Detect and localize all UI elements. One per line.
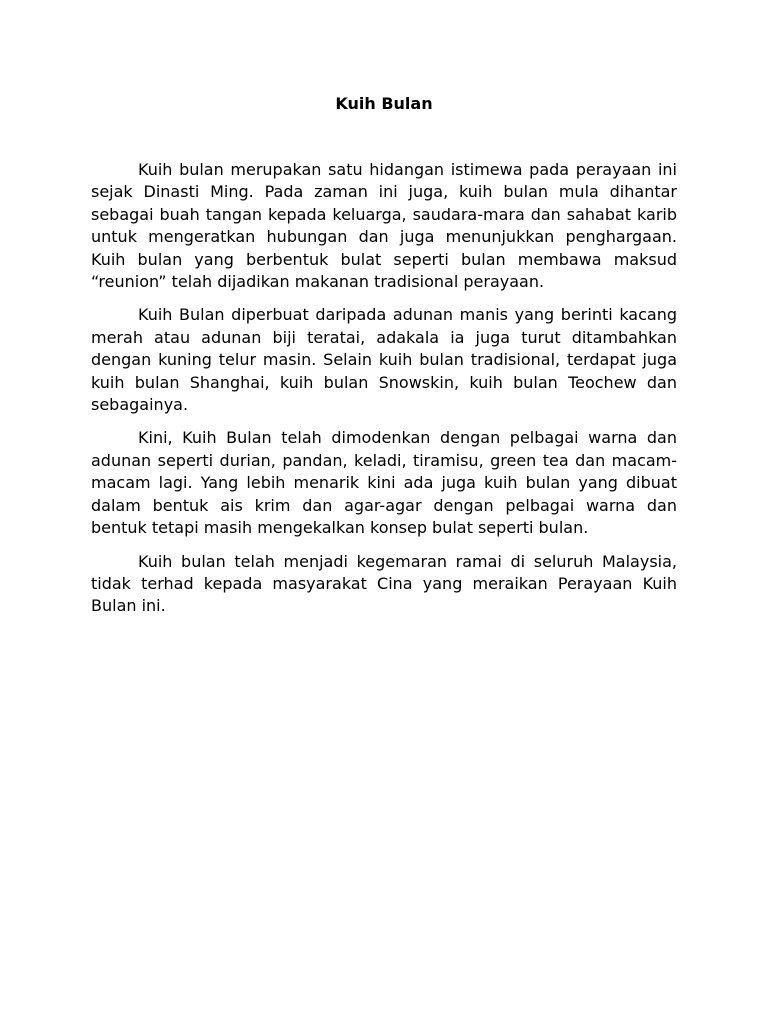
paragraph-3: Kini, Kuih Bulan telah dimodenkan dengan pelbagai warna dan adunan seperti durian, pandan, keladi, tiramisu, green tea dan macam-macam lagi. Yang lebih menarik kini ada juga kuih bulan yang dibuat dalam bentuk ais krim dan agar-agar dengan pelbagai warna dan bentuk tetapi masih mengekalkan konsep bulat seperti bulan.: [91, 428, 677, 538]
document-title: Kuih Bulan: [335, 94, 433, 113]
paragraph-2: Kuih Bulan diperbuat daripada adunan manis yang berinti kacang merah atau adunan biji teratai, adakala ia juga turut ditambahkan dengan kuning telur masin. Selain kuih bulan tradisional, terdapat juga kuih bulan Shanghai, kuih bulan Snowskin, kuih bulan Teochew dan sebagainya.: [91, 305, 677, 415]
paragraph-1: Kuih bulan merupakan satu hidangan istimewa pada perayaan ini sejak Dinasti Ming. Pada zaman ini juga, kuih bulan mula dihantar sebagai buah tangan kepada keluarga, saudara-mara dan sahabat karib untuk mengeratkan hubungan dan juga menunjukkan penghargaan. Kuih bulan yang berbentuk bulat seperti bulan membawa maksud “reunion” telah dijadikan makanan tradisional perayaan.: [91, 160, 677, 292]
document-body: [91, 159, 677, 629]
paragraph-4: Kuih bulan telah menjadi kegemaran ramai di seluruh Malaysia, tidak terhad kepada masyarakat Cina yang meraikan Perayaan Kuih Bulan ini.: [91, 551, 677, 616]
